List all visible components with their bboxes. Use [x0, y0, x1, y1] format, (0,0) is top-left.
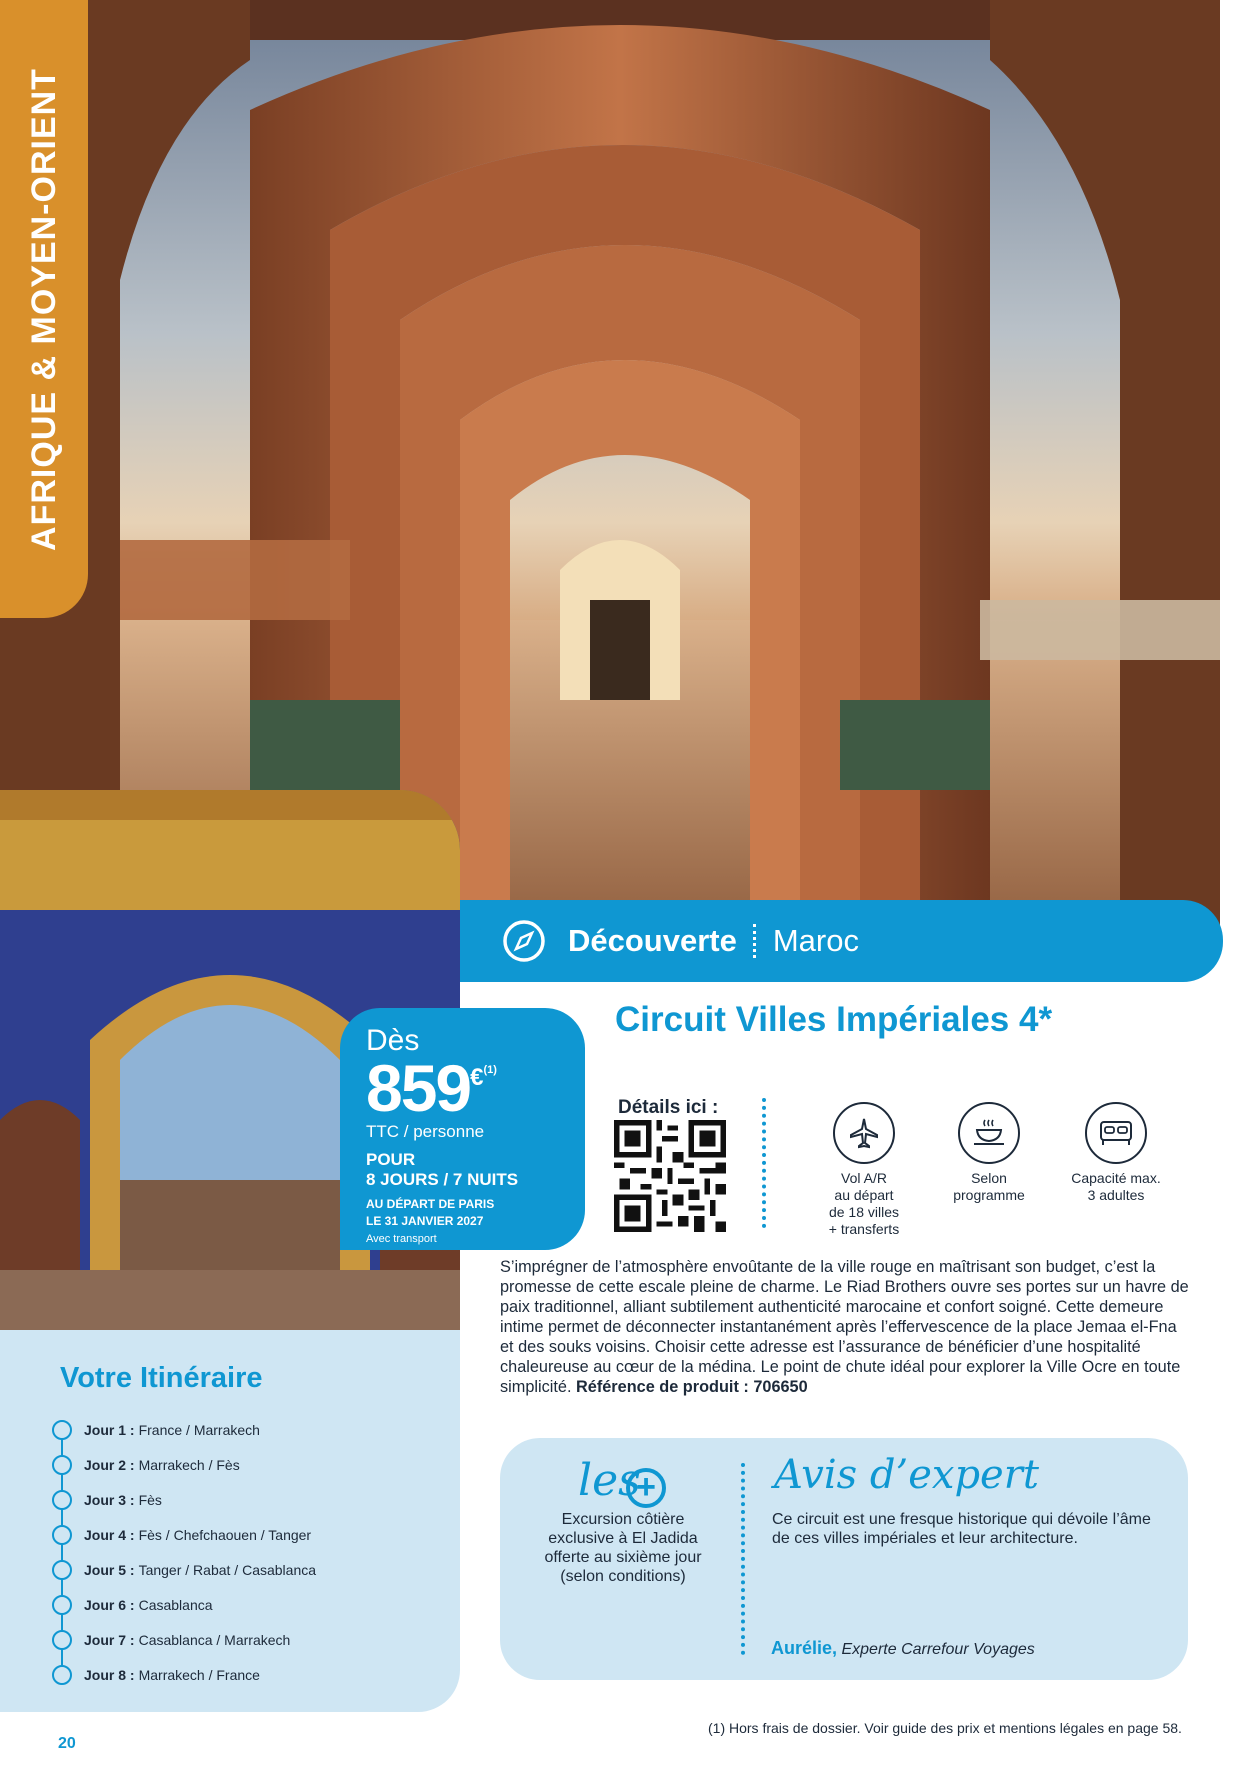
category-banner [460, 900, 1223, 982]
plane-icon [833, 1102, 895, 1164]
timeline-dot [52, 1455, 72, 1475]
expert-signature [771, 1638, 1035, 1659]
bed-icon [1085, 1102, 1147, 1164]
plus-icon: + [626, 1468, 666, 1508]
timeline-dot [52, 1420, 72, 1440]
itinerary-day [52, 1420, 260, 1440]
price-amount-row [366, 1051, 585, 1125]
day-route: France / Marrakech [138, 1422, 260, 1438]
feature-capacity [1051, 1102, 1181, 1204]
departure-line-2: LE 31 JANVIER 2027 [366, 1214, 484, 1228]
timeline-dot [52, 1525, 72, 1545]
itinerary-day [52, 1455, 240, 1475]
qr-code[interactable] [614, 1120, 726, 1232]
day-label: Jour 2 : [84, 1457, 135, 1473]
day-label: Jour 4 : [84, 1527, 135, 1543]
compass-icon [502, 919, 546, 963]
duration-line-1: POUR [366, 1150, 416, 1169]
price-transport: Avec transport [366, 1233, 437, 1245]
day-label: Jour 3 : [84, 1492, 135, 1508]
banner-separator [753, 924, 757, 958]
category-label: Découverte [568, 923, 737, 958]
feature-meals-line-2: programme [953, 1187, 1025, 1203]
price-duration [366, 1150, 585, 1190]
itinerary-day [52, 1560, 316, 1580]
itinerary-day [52, 1665, 260, 1685]
timeline-dot [52, 1665, 72, 1685]
price-prefix: Dès [366, 1024, 420, 1057]
feature-flight-line-1: Vol A/R [841, 1170, 887, 1186]
description [500, 1257, 1190, 1397]
price-currency: € [470, 1064, 484, 1091]
page-number: 20 [58, 1735, 76, 1752]
itinerary-panel [0, 1330, 460, 1712]
itinerary-day [52, 1490, 162, 1510]
feature-capacity-line-1: Capacité max. [1071, 1170, 1161, 1186]
day-route: Tanger / Rabat / Casablanca [138, 1562, 317, 1578]
day-route: Casablanca [138, 1597, 213, 1613]
expert-name: Aurélie, [771, 1638, 838, 1658]
day-label: Jour 5 : [84, 1562, 135, 1578]
duration-line-2: 8 JOURS / 7 NUITS [366, 1170, 519, 1189]
timeline-dot [52, 1560, 72, 1580]
region-label: AFRIQUE & MOYEN-ORIENT [24, 67, 63, 551]
expert-role: Experte Carrefour Voyages [841, 1641, 1035, 1658]
day-label: Jour 6 : [84, 1597, 135, 1613]
destination-label: Maroc [772, 923, 859, 958]
plus-text: Excursion côtière exclusive à El Jadida offerte au sixième jour (selon conditions) [544, 1511, 702, 1585]
timeline-dot [52, 1490, 72, 1510]
day-label: Jour 1 : [84, 1422, 135, 1438]
feature-flight-line-3: de 18 villes [828, 1204, 900, 1220]
day-label: Jour 8 : [84, 1667, 135, 1683]
feature-meals [924, 1102, 1054, 1204]
day-label: Jour 7 : [84, 1632, 135, 1648]
plus-title: les [578, 1455, 641, 1506]
itinerary-day [52, 1630, 290, 1650]
feature-flight-line-2: au départ [834, 1187, 894, 1203]
timeline-dot [52, 1595, 72, 1615]
day-route: Fès / Chefchaouen / Tanger [138, 1527, 312, 1543]
feature-flight [799, 1102, 929, 1238]
price-amount: 859 [366, 1051, 471, 1125]
qr-separator [762, 1098, 766, 1228]
price-note: (1) [483, 1064, 497, 1076]
itinerary-day [52, 1595, 213, 1615]
footnote: (1) Hors frais de dossier. Voir guide des prix et mentions légales en page 58. [708, 1720, 1182, 1736]
expert-text: Ce circuit est une fresque historique qui dévoile l’âme de ces villes impériales et leur architecture. [772, 1511, 1151, 1547]
meal-icon [958, 1102, 1020, 1164]
expert-title: Avis d’expert [774, 1452, 1039, 1498]
feature-flight-line-4: + transferts [828, 1221, 900, 1237]
region-side-tab [0, 0, 88, 618]
itinerary-title: Votre Itinéraire [60, 1362, 263, 1394]
day-route: Fès [138, 1492, 162, 1508]
feature-meals-line-1: Selon [971, 1170, 1007, 1186]
product-reference: Référence de produit : 706650 [576, 1378, 808, 1396]
itinerary-day [52, 1525, 311, 1545]
day-route: Marrakech / Fès [138, 1457, 240, 1473]
feature-capacity-line-2: 3 adultes [1087, 1187, 1145, 1203]
description-text: S’imprégner de l’atmosphère envoûtante de la ville rouge en maîtrisant son budget, c’est la promesse de cette escale pleine de charme. Le Riad Brothers ouvre ses portes sur un havre de paix traditionnel, alliant subtilement authenticité marocaine et confort soigné. Cette demeure intime permet de déconnecter instantanément après l’effervescence de la place Jemaa el-Fna et des souks voisins. Choisir cette adresse est l’assurance de bénéficier d’une hospitalité chaleureuse au cœur de la médina. Le point de chute idéal pour explorer la Ville Ocre en toute simplicité. [500, 1258, 1189, 1396]
day-route: Casablanca / Marrakech [138, 1632, 291, 1648]
box-separator [741, 1463, 745, 1655]
qr-label: Détails ici : [618, 1097, 719, 1118]
circuit-title: Circuit Villes Impériales 4* [615, 1000, 1053, 1039]
departure-line-1: AU DÉPART DE PARIS [366, 1197, 495, 1211]
price-per-person: TTC / personne [366, 1122, 485, 1141]
timeline-dot [52, 1630, 72, 1650]
price-box [340, 1008, 585, 1250]
day-route: Marrakech / France [138, 1667, 260, 1683]
price-departure [366, 1196, 585, 1230]
